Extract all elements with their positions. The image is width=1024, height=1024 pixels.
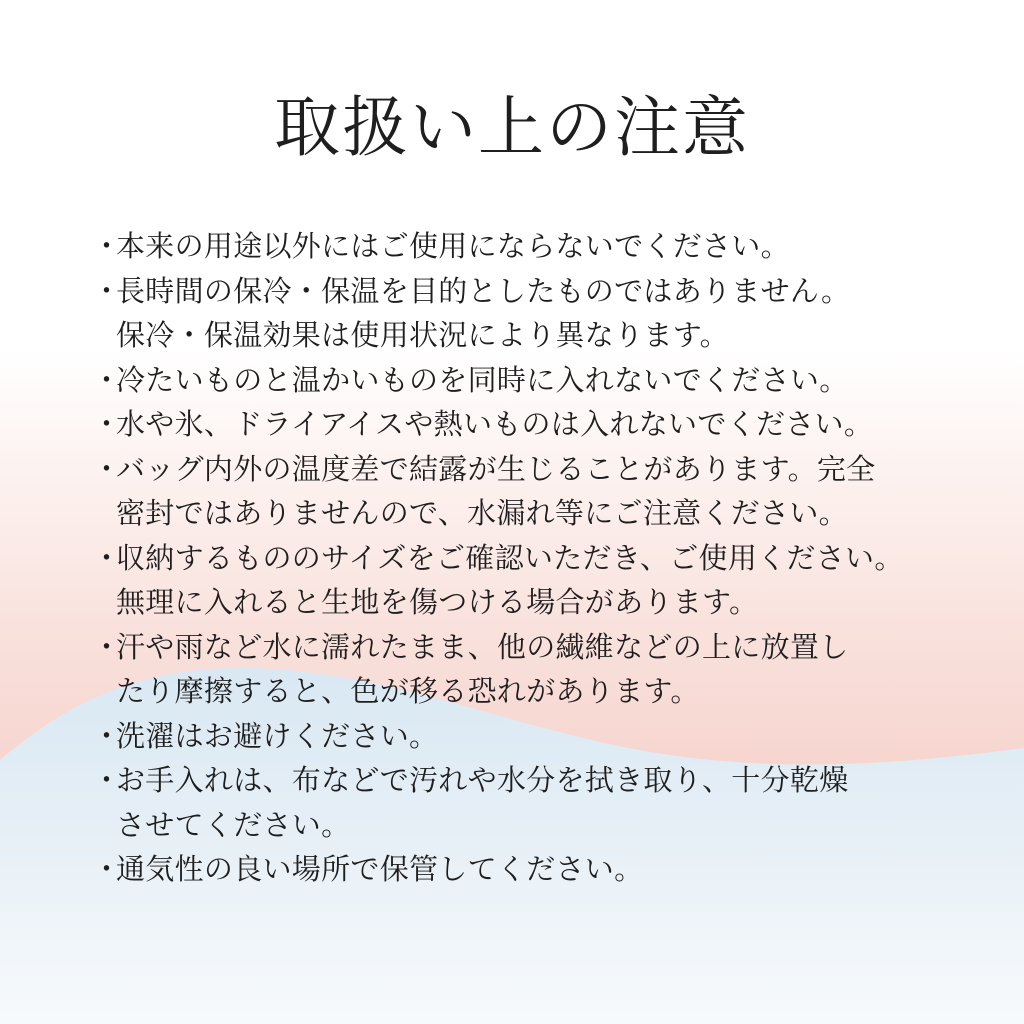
bullet-mark: ・ xyxy=(92,629,122,664)
caution-text-line: 通気性の良い場所で保管してください。 xyxy=(116,852,644,886)
bullet-mark: ・ xyxy=(92,229,122,263)
caution-text-line: 冷たいものと温かいものを同時に入れないでください。 xyxy=(116,362,849,397)
caution-text-line: 汗や雨など水に濡れたまま、他の繊維などの上に放置し xyxy=(116,629,849,664)
bullet-mark: ・ xyxy=(92,718,122,753)
caution-item xyxy=(92,847,952,892)
caution-text-line: たり摩擦すると、色が移る恐れがあります。 xyxy=(116,674,700,708)
bullet-mark: ・ xyxy=(92,273,122,308)
bullet-mark: ・ xyxy=(92,852,122,886)
page-title: 取扱い上の注意 xyxy=(274,89,750,166)
caution-text-line: 密封ではありませんので、水漏れ等にご注意ください。 xyxy=(116,496,848,530)
bullet-mark: ・ xyxy=(92,540,122,575)
caution-text-line: 本来の用途以外にはご使用にならないでください。 xyxy=(116,229,790,263)
caution-item xyxy=(92,625,952,714)
bullet-mark: ・ xyxy=(92,362,122,397)
caution-list xyxy=(92,224,952,892)
caution-item xyxy=(92,269,952,358)
caution-text-line: 洗濯はお避けください。 xyxy=(116,718,439,753)
caution-text-line: 保冷・保温効果は使用状況により異なります。 xyxy=(116,318,729,352)
caution-text-line: 無理に入れると生地を傷つける場合があります。 xyxy=(116,585,759,619)
caution-item xyxy=(92,536,952,625)
caution-item xyxy=(92,402,952,447)
caution-text-line: させてください。 xyxy=(116,807,351,842)
bullet-mark: ・ xyxy=(92,763,122,797)
caution-item xyxy=(92,358,952,403)
bullet-mark: ・ xyxy=(92,451,122,486)
caution-item xyxy=(92,447,952,536)
caution-text-line: バッグ内外の温度差で結露が生じることがあります。完全 xyxy=(116,451,876,486)
caution-item xyxy=(92,758,952,847)
bullet-mark: ・ xyxy=(92,407,122,441)
caution-item xyxy=(92,224,952,269)
caution-text-line: 水や氷、ドライアイスや熱いものは入れないでください。 xyxy=(116,407,874,441)
caution-text-line: お手入れは、布などで汚れや水分を拭き取り、十分乾燥 xyxy=(116,763,849,797)
caution-text-line: 収納するもののサイズをご確認いただき、ご使用ください。 xyxy=(116,540,904,575)
caution-text-line: 長時間の保冷・保温を目的としたものではありません。 xyxy=(116,273,851,308)
caution-item xyxy=(92,714,952,759)
